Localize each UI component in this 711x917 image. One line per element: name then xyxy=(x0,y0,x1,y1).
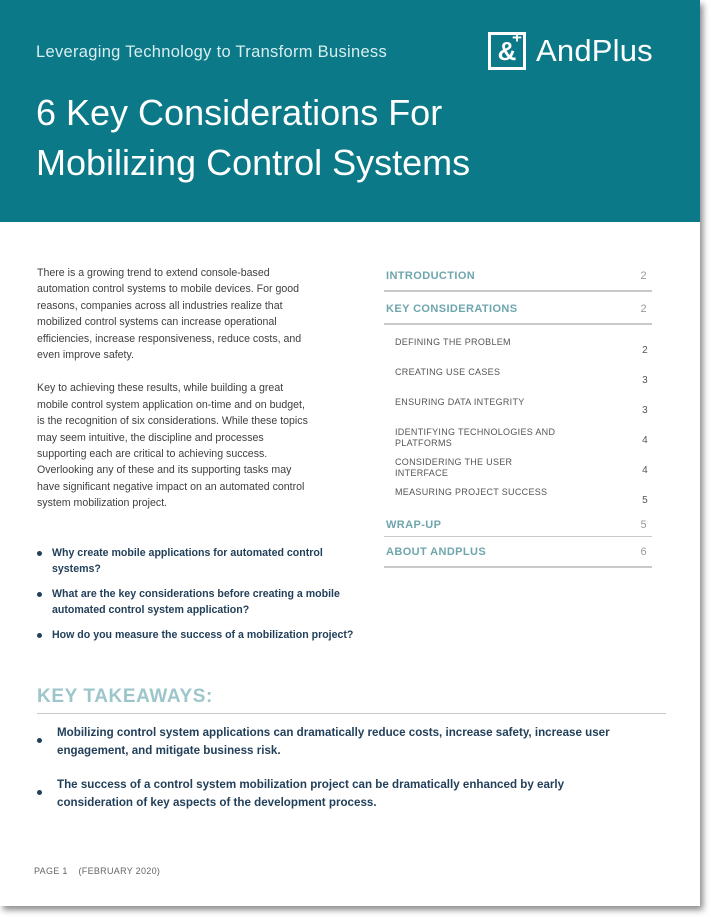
question-text: What are the key considerations before creating a mobile automated control system application? xyxy=(52,587,340,617)
takeaway-text: Mobilizing control system applications can dramatically reduce costs, increase safety, increase user engagement, and mitigate business risk. xyxy=(57,726,610,757)
bullet-icon xyxy=(37,790,42,795)
bullet-icon xyxy=(37,592,42,597)
toc-sub-measuring-project-success[interactable] xyxy=(384,482,652,512)
logo-plus-icon: + xyxy=(512,28,522,47)
question-list xyxy=(37,545,357,651)
takeaway-item xyxy=(37,724,637,760)
toc-label: KEY CONSIDERATIONS xyxy=(386,303,518,315)
toc-about-andplus[interactable] xyxy=(384,542,652,568)
key-takeaways-heading: KEY TAKEAWAYS: xyxy=(37,686,213,707)
table-of-contents xyxy=(384,266,652,568)
toc-page: 5 xyxy=(640,519,647,531)
takeaway-list xyxy=(37,724,637,828)
toc-sub-identifying-technologies[interactable] xyxy=(384,422,652,452)
header-banner xyxy=(0,0,700,222)
page-number: PAGE 1 xyxy=(34,866,68,876)
toc-sub-label: ENSURING DATA INTEGRITY xyxy=(395,397,525,407)
toc-label: INTRODUCTION xyxy=(386,270,476,282)
toc-sub-page: 4 xyxy=(642,435,648,446)
toc-sub-considering-user-interface[interactable] xyxy=(384,452,652,482)
toc-page: 2 xyxy=(640,270,647,282)
toc-key-considerations[interactable] xyxy=(384,299,652,325)
toc-wrap-up[interactable] xyxy=(384,515,652,537)
toc-sub-page: 4 xyxy=(642,465,648,476)
logo-mark: & xyxy=(488,32,526,70)
toc-sub-label: CONSIDERING THE USER INTERFACE xyxy=(395,457,513,478)
page-title xyxy=(36,88,556,188)
takeaway-text: The success of a control system mobilization project can be dramatically enhanced by early consideration of key aspects of the development process. xyxy=(57,778,565,809)
bullet-icon xyxy=(37,633,42,638)
title-line-1: 6 Key Considerations For xyxy=(36,92,443,133)
intro-paragraph-2: Key to achieving these results, while building a great mobile control system application on-time and on budget, is the recognition of six considerations. While these topics may seem intuitive, the discipline and processes supporting each are critical to achieving success. Overlooking any of these and its supporting tasks may have significant negative impact on an automated control system mobilization project. xyxy=(37,382,308,510)
toc-sub-label: MEASURING PROJECT SUCCESS xyxy=(395,487,548,497)
toc-sub-label: DEFINING THE PROBLEM xyxy=(395,337,511,347)
bullet-icon xyxy=(37,551,42,556)
intro-text xyxy=(37,265,309,529)
toc-sub-label: CREATING USE CASES xyxy=(395,367,501,377)
toc-sub-defining-the-problem[interactable] xyxy=(384,332,652,362)
logo-text: AndPlus xyxy=(536,33,653,68)
publication-date: (FEBRUARY 2020) xyxy=(78,866,161,876)
toc-sub-page: 3 xyxy=(642,375,648,386)
toc-introduction[interactable] xyxy=(384,266,652,292)
bullet-icon xyxy=(37,738,42,743)
question-text: How do you measure the success of a mobilization project? xyxy=(52,628,354,641)
takeaway-item xyxy=(37,776,637,812)
toc-label: ABOUT ANDPLUS xyxy=(386,546,487,558)
key-takeaways-divider xyxy=(37,713,666,714)
toc-sub-creating-use-cases[interactable] xyxy=(384,362,652,392)
question-item xyxy=(37,586,357,619)
question-item xyxy=(37,627,357,643)
question-item xyxy=(37,545,357,578)
toc-sub-page: 3 xyxy=(642,405,648,416)
title-line-2: Mobilizing Control Systems xyxy=(36,142,471,183)
toc-page: 6 xyxy=(640,546,647,558)
page-footer xyxy=(34,866,160,876)
intro-paragraph-1: There is a growing trend to extend console-based automation control systems to mobile devices. For good reasons, companies across all industries realize that mobilized control systems can increase operational efficiencies, increase responsiveness, reduce costs, and even improve safety. xyxy=(37,267,302,362)
toc-label: WRAP-UP xyxy=(386,519,442,531)
tagline: Leveraging Technology to Transform Business xyxy=(36,43,388,61)
toc-sub-page: 5 xyxy=(642,495,648,506)
toc-sub-label: IDENTIFYING TECHNOLOGIES AND PLATFORMS xyxy=(395,427,556,448)
question-text: Why create mobile applications for automated control systems? xyxy=(52,547,323,576)
toc-sub-ensuring-data-integrity[interactable] xyxy=(384,392,652,422)
toc-page: 2 xyxy=(640,303,647,315)
toc-sub-page: 2 xyxy=(642,345,648,356)
